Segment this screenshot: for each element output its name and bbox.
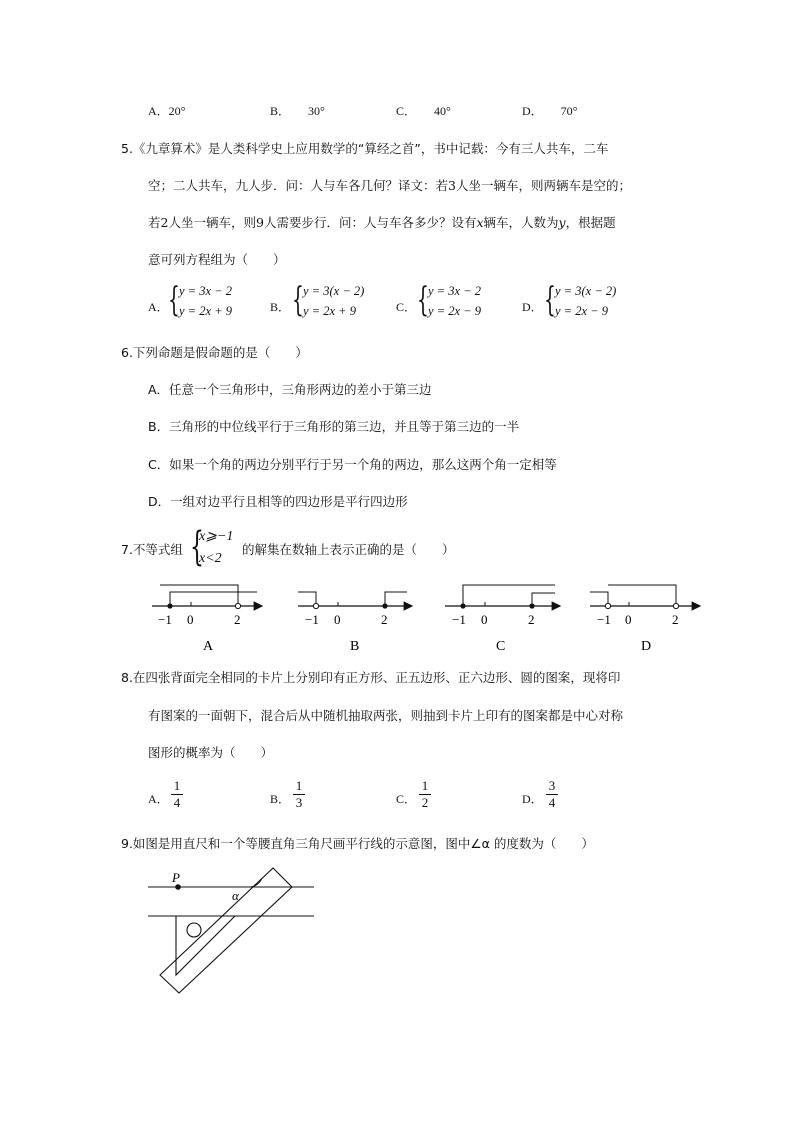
equation-1: y = 3x − 2 xyxy=(179,284,232,298)
denominator: 3 xyxy=(295,795,303,810)
option-value: 70° xyxy=(560,104,578,118)
q5-line-4: 意可列方程组为（ ） xyxy=(148,252,286,267)
option-label: C． xyxy=(396,104,417,118)
axis-label-b: B xyxy=(350,639,360,654)
label-alpha: α xyxy=(232,888,239,903)
label-p: P xyxy=(172,870,180,885)
q7-brace: { xyxy=(190,524,204,570)
tick-2: 2 xyxy=(528,612,535,627)
text: 空；二人共车，九人步．问：人与车各几何？译文：若 xyxy=(148,178,449,193)
brace: { xyxy=(168,280,180,320)
q6-option-d: D．一组对边平行且相等的四边形是平行四边形 xyxy=(148,494,408,509)
fraction xyxy=(292,778,306,811)
option-label: B． xyxy=(270,104,291,118)
equation-2: y = 2x − 9 xyxy=(428,304,481,318)
tick-neg1: −1 xyxy=(305,612,319,627)
q7-suffix: 的解集在数轴上表示正确的是（ ） xyxy=(242,542,455,557)
angle-alpha-arc xyxy=(250,878,262,887)
option-label: A． xyxy=(148,300,169,314)
number-line-c xyxy=(445,585,560,654)
point-p xyxy=(175,884,181,890)
brace: { xyxy=(544,280,556,320)
numerator: 1 xyxy=(421,778,429,793)
fraction xyxy=(170,778,184,811)
tick-0: 0 xyxy=(187,612,194,627)
q7-inequality-1: x⩾−1 xyxy=(199,529,234,544)
tick-2: 2 xyxy=(234,612,241,627)
variable: y xyxy=(558,215,566,230)
option-label: D． xyxy=(522,792,543,806)
option-value: 40° xyxy=(434,104,451,118)
axis-label-d: D xyxy=(641,639,652,654)
option-label: A． xyxy=(148,792,169,806)
equation-1: y = 3(x − 2) xyxy=(555,284,617,298)
denominator: 4 xyxy=(548,795,556,810)
denominator: 2 xyxy=(421,795,429,810)
tick-2: 2 xyxy=(381,612,388,627)
tick-0: 0 xyxy=(481,612,488,627)
q6-option-b: B．三角形的中位线平行于三角形的第三边，并且等于第三边的一半 xyxy=(148,419,520,434)
text: 人坐一辆车，则两辆车是空的； xyxy=(455,178,631,193)
triangle-ruler xyxy=(176,916,235,975)
tick-neg1: −1 xyxy=(597,612,611,627)
q7-number-lines xyxy=(0,580,794,660)
option-value: 20° xyxy=(168,104,186,118)
q4-option-d xyxy=(522,102,577,119)
q9-figure xyxy=(140,860,340,1000)
fraction xyxy=(418,778,432,811)
option-label: D． xyxy=(522,104,543,118)
brace: { xyxy=(417,280,429,320)
q5-line-2 xyxy=(148,176,631,194)
number: 9 xyxy=(255,215,264,230)
q8-line-2: 有图案的一面朝下，混合后从中随机抽取两张，则抽到卡片上印有的图案都是中心对称 xyxy=(148,708,624,723)
option-label: D． xyxy=(522,300,543,314)
equation-2: y = 2x + 9 xyxy=(179,304,232,318)
q8-line-1: 8.在四张背面完全相同的卡片上分别印有正方形、正五边形、正六边形、圆的图案，现将印 xyxy=(121,670,621,685)
numerator: 1 xyxy=(173,778,181,793)
tick-neg1: −1 xyxy=(452,612,466,627)
q4-option-c xyxy=(396,102,451,119)
number-line-b xyxy=(298,592,412,654)
triangle-hole xyxy=(187,923,201,937)
option-label: C． xyxy=(396,792,417,806)
option-label: B． xyxy=(270,792,291,806)
option-value: 30° xyxy=(308,104,325,118)
text: 人坐一辆车，则 xyxy=(168,215,256,230)
numerator: 3 xyxy=(548,778,556,793)
tick-0: 0 xyxy=(334,612,341,627)
number: 3 xyxy=(448,178,456,193)
number: 2 xyxy=(160,215,169,230)
number-line-d xyxy=(590,585,700,654)
q9-stem: 9.如图是用直尺和一个等腰直角三角尺画平行线的示意图，图中∠α 的度数为（ ） xyxy=(121,836,594,851)
option-label: B． xyxy=(270,300,291,314)
denominator: 4 xyxy=(173,795,181,810)
q4-option-b xyxy=(270,102,325,119)
q6-option-c: C．如果一个角的两边分别平行于另一个角的两边，那么这两个角一定相等 xyxy=(148,457,557,472)
axis-label-a: A xyxy=(203,639,214,654)
tick-2: 2 xyxy=(672,612,679,627)
equation-1: y = 3(x − 2) xyxy=(303,284,365,298)
text: 辆车，人数为 xyxy=(483,215,559,230)
text: ，根据题 xyxy=(565,215,616,230)
axis-label-c: C xyxy=(496,639,506,654)
brace: { xyxy=(292,280,304,320)
q4-option-a xyxy=(148,102,185,119)
equation-1: y = 3x − 2 xyxy=(428,284,481,298)
text: 人需要步行．问：人与车各多少？设有 xyxy=(263,215,477,230)
q7-inequality-2: x<2 xyxy=(199,551,222,566)
q6-stem: 6.下列命题是假命题的是（ ） xyxy=(121,345,308,360)
tick-neg1: −1 xyxy=(158,612,172,627)
text: 若 xyxy=(148,215,161,230)
q6-option-a: A．任意一个三角形中，三角形两边的差小于第三边 xyxy=(148,382,432,397)
equation-2: y = 2x − 9 xyxy=(555,304,608,318)
q5-line-3 xyxy=(148,213,616,231)
q8-line-3: 图形的概率为（ ） xyxy=(148,745,274,760)
q5-line-1: 5.《九章算术》是人类科学史上应用数学的“算经之首”，书中记载：今有三人共车，二车 xyxy=(121,141,609,156)
equation-2: y = 2x + 9 xyxy=(303,304,356,318)
fraction xyxy=(545,778,559,811)
tick-0: 0 xyxy=(625,612,632,627)
option-label: A． xyxy=(148,104,169,118)
variable: x xyxy=(476,215,484,230)
q7-prefix: 7.不等式组 xyxy=(121,542,183,557)
number-line-a xyxy=(152,585,262,654)
numerator: 1 xyxy=(295,778,303,793)
option-label: C． xyxy=(396,300,417,314)
